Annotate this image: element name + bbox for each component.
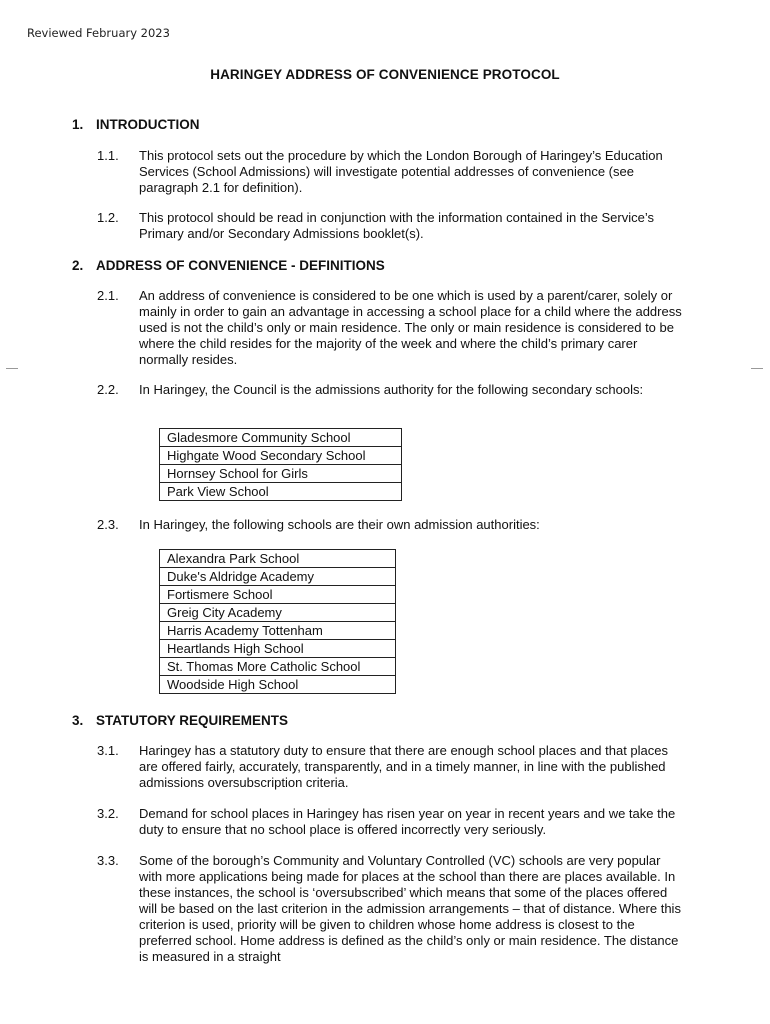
paragraph-3-2	[97, 806, 687, 838]
document-title: HARINGEY ADDRESS OF CONVENIENCE PROTOCOL	[210, 67, 560, 82]
paragraph-number: 3.1.	[97, 743, 119, 758]
paragraph-text: This protocol sets out the procedure by which the London Borough of Haringey’s Education Services (School Admissions) will investigate potential addresses of convenience (see paragraph 2.1 for definition).	[139, 148, 663, 195]
school-name: Duke's Aldridge Academy	[160, 568, 396, 586]
own-authority-schools-table	[159, 549, 396, 694]
table-row	[160, 622, 396, 640]
section-number: 2.	[72, 258, 84, 273]
paragraph-text: Demand for school places in Haringey has risen year on year in recent years and we take the duty to ensure that no school place is offered incorrectly very seriously.	[139, 806, 676, 837]
school-name: Greig City Academy	[160, 604, 396, 622]
paragraph-number: 3.2.	[97, 806, 119, 821]
paragraph-1-1	[97, 148, 687, 196]
paragraph-text: Haringey has a statutory duty to ensure that there are enough school places and that places are offered fairly, accurately, transparently, and in a timely manner, in line with the published admissions oversubscription criteria.	[139, 743, 669, 790]
table-row	[160, 550, 396, 568]
table-row	[160, 568, 396, 586]
paragraph-number: 2.2.	[97, 382, 119, 397]
school-name: Gladesmore Community School	[160, 429, 402, 447]
school-name: Hornsey School for Girls	[160, 465, 402, 483]
table-row	[160, 658, 396, 676]
paragraph-2-3	[97, 517, 687, 533]
section-heading-2	[72, 258, 385, 273]
review-date: Reviewed February 2023	[27, 26, 170, 40]
school-name: Harris Academy Tottenham	[160, 622, 396, 640]
school-name: Park View School	[160, 483, 402, 501]
section-number: 1.	[72, 117, 84, 132]
paragraph-2-1	[97, 288, 687, 368]
paragraph-text: In Haringey, the following schools are their own admission authorities:	[139, 517, 540, 532]
margin-mark-right	[751, 368, 763, 369]
school-name: Fortismere School	[160, 586, 396, 604]
table-row	[160, 640, 396, 658]
section-heading-3	[72, 713, 288, 728]
table-row	[160, 676, 396, 694]
school-name: Highgate Wood Secondary School	[160, 447, 402, 465]
table-row	[160, 586, 396, 604]
margin-mark-left	[6, 368, 18, 369]
school-name: Alexandra Park School	[160, 550, 396, 568]
table-row	[160, 604, 396, 622]
paragraph-number: 1.2.	[97, 210, 119, 225]
paragraph-3-1	[97, 743, 687, 791]
school-name: Heartlands High School	[160, 640, 396, 658]
paragraph-number: 1.1.	[97, 148, 119, 163]
paragraph-text: This protocol should be read in conjunction with the information contained in the Service’s Primary and/or Secondary Admissions booklet(s).	[139, 210, 655, 241]
paragraph-1-2	[97, 210, 687, 242]
paragraph-number: 3.3.	[97, 853, 119, 868]
paragraph-text: In Haringey, the Council is the admissions authority for the following secondary schools:	[139, 382, 644, 397]
paragraph-2-2	[97, 382, 687, 398]
table-row	[160, 429, 402, 447]
table-row	[160, 447, 402, 465]
section-title: STATUTORY REQUIREMENTS	[96, 713, 289, 728]
section-heading-1	[72, 117, 200, 132]
section-title: INTRODUCTION	[96, 117, 200, 132]
paragraph-number: 2.1.	[97, 288, 119, 303]
paragraph-3-3	[97, 853, 687, 965]
school-name: Woodside High School	[160, 676, 396, 694]
council-schools-table	[159, 428, 402, 501]
paragraph-number: 2.3.	[97, 517, 119, 532]
section-title: ADDRESS OF CONVENIENCE - DEFINITIONS	[96, 258, 385, 273]
paragraph-text: An address of convenience is considered to be one which is used by a parent/carer, solely or mainly in order to gain an advantage in accessing a school place for a child where the address used is not the child’s only or main residence. The only or main residence is considered to be where the child resides for the majority of the week and where the child’s primary carer normally resides.	[139, 288, 682, 367]
table-row	[160, 483, 402, 501]
section-number: 3.	[72, 713, 84, 728]
school-name: St. Thomas More Catholic School	[160, 658, 396, 676]
paragraph-text: Some of the borough’s Community and Voluntary Controlled (VC) schools are very popular with more applications being made for places at the school than there are places available. In these instances, the school is ‘oversubscribed’ which means that some of the places offered will be based on the last criterion in the admission arrangements – that of distance. Where this criterion is used, priority will be given to children whose home address is closest to the preferred school. Home address is defined as the child’s only or main residence. The distance is measured in a straight	[139, 853, 681, 964]
table-row	[160, 465, 402, 483]
